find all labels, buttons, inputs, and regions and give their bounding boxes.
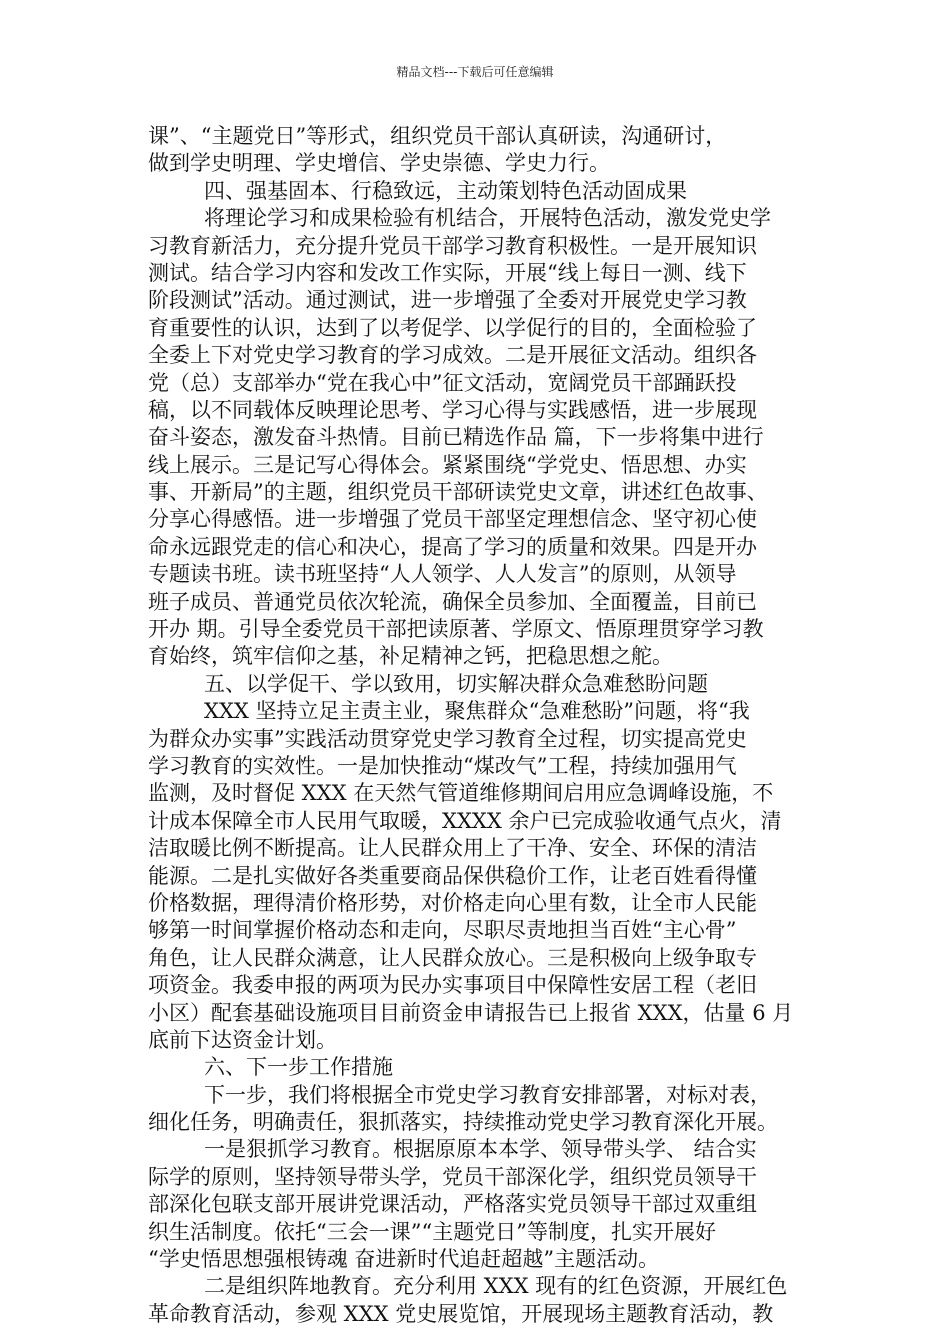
text-line: 细化任务，明确责任，狠抓落实，持续推动党史学习教育深化开展。 <box>148 1110 778 1135</box>
text-line: 际学的原则，坚持领导带头学，党员干部深化学，组织党员领导干 <box>148 1164 757 1189</box>
text-line: 开办 期。引导全委党员干部把读原著、学原文、悟原理贯穿学习教 <box>148 617 764 642</box>
text-line: 将理论学习和成果检验有机结合，开展特色活动，激发党史学 <box>204 206 771 231</box>
text-line: 阶段测试”活动。通过测试，进一步增强了全委对开展党史学习教 <box>148 288 747 313</box>
text-line: 底前下达资金计划。 <box>148 1027 337 1052</box>
text-line: 五、以学促干、学以致用，切实解决群众急难愁盼问题 <box>204 671 708 696</box>
text-line: 奋斗姿态，激发奋斗热情。目前已精选作品 篇，下一步将集中进行 <box>148 425 764 450</box>
text-line: 四、强基固本、行稳致远，主动策划特色活动固成果 <box>204 178 687 203</box>
text-line: 全委上下对党史学习教育的学习成效。二是开展征文活动。组织各 <box>148 343 757 368</box>
text-line: 稿，以不同载体反映理论思考、学习心得与实践感悟，进一步展现 <box>148 397 757 422</box>
text-line: 学习教育的实效性。一是加快推动“煤改气”工程，持续加强用气 <box>148 753 737 778</box>
text-line: “学史悟思想强根铸魂 奋进新时代追赶超越”主题活动。 <box>148 1247 660 1272</box>
text-line: 六、下一步工作措施 <box>204 1055 393 1080</box>
document-body <box>148 123 828 1328</box>
text-line: 测试。结合学习内容和发改工作实际，开展“线上每日一测、线下 <box>148 260 747 285</box>
text-line: 能源。二是扎实做好各类重要商品保供稳价工作，让老百姓看得懂 <box>148 863 757 888</box>
text-line: 计成本保障全市人民用气取暖，XXXX 余户已完成验收通气点火，清 <box>148 808 782 833</box>
text-line: XXX 坚持立足主责主业，聚焦群众“急难愁盼”问题，将“我 <box>204 699 750 724</box>
text-line: 二是组织阵地教育。充分利用 XXX 现有的红色资源，开展红色 <box>204 1274 788 1299</box>
text-line: 监测，及时督促 XXX 在天然气管道维修期间启用应急调峰设施，不 <box>148 781 774 806</box>
text-line: 价格数据，理得清价格形势，对价格走向心里有数，让全市人民能 <box>148 890 757 915</box>
text-line: 党（总）支部举办“党在我心中”征文活动，宽阔党员干部踊跃投 <box>148 370 737 395</box>
text-line: 一是狠抓学习教育。根据原原本本学、领导带头学、 结合实 <box>204 1137 757 1162</box>
text-line: 课”、“主题党日”等形式，组织党员干部认真研读，沟通研讨， <box>148 124 727 148</box>
text-line: 革命教育活动，参观 XXX 党史展览馆，开展现场主题教育活动，教 <box>148 1301 774 1326</box>
text-line: 为群众办实事”实践活动贯穿党史学习教育全过程，切实提高党史 <box>148 726 747 751</box>
text-line: 专题读书班。读书班坚持“人人领学、人人发言”的原则，从领导 <box>148 562 737 587</box>
text-line: 育始终，筑牢信仰之基，补足精神之钙，把稳思想之舵。 <box>148 644 673 669</box>
text-line: 够第一时间掌握价格动态和走向，尽职尽责地担当百姓“主心骨” <box>148 918 737 943</box>
text-line: 命永远跟党走的信心和决心，提高了学习的质量和效果。四是开办 <box>148 534 757 559</box>
text-line: 育重要性的认识，达到了以考促学、以学促行的目的，全面检验了 <box>148 315 757 340</box>
text-line: 习教育新活力，充分提升党员干部学习教育积极性。一是开展知识 <box>148 233 757 258</box>
text-line: 分享心得感悟。进一步增强了党员干部坚定理想信念、坚守初心使 <box>148 507 757 532</box>
text-line: 角色，让人民群众满意，让人民群众放心。三是积极向上级争取专 <box>148 945 757 970</box>
text-line: 线上展示。三是记写心得体会。紧紧围绕“学党史、悟思想、办实 <box>148 452 747 477</box>
text-line: 部深化包联支部开展讲党课活动，严格落实党员领导干部过双重组 <box>148 1192 757 1217</box>
text-line: 做到学史明理、学史增信、学史崇德、学史力行。 <box>148 151 610 176</box>
text-line: 小区）配套基础设施项目目前资金申请报告已上报省 XXX，估量 6 月 <box>148 1000 794 1025</box>
text-line: 班子成员、普通党员依次轮流，确保全员参加、全面覆盖，目前已 <box>148 589 757 614</box>
text-line: 织生活制度。依托“三会一课”“主题党日”等制度，扎实开展好 <box>148 1219 716 1244</box>
text-line: 下一步，我们将根据全市党史学习教育安排部署，对标对表， <box>204 1082 771 1107</box>
text-line: 事、开新局”的主题，组织党员干部研读党史文章，讲述红色故事、 <box>148 480 768 505</box>
page-header: 精品文档---下载后可任意编辑 <box>396 65 554 79</box>
text-line: 洁取暖比例不断提高。让人民群众用上了干净、安全、环保的清洁 <box>148 836 757 861</box>
text-line: 项资金。我委申报的两项为民办实事项目中保障性安居工程（老旧 <box>148 973 757 998</box>
